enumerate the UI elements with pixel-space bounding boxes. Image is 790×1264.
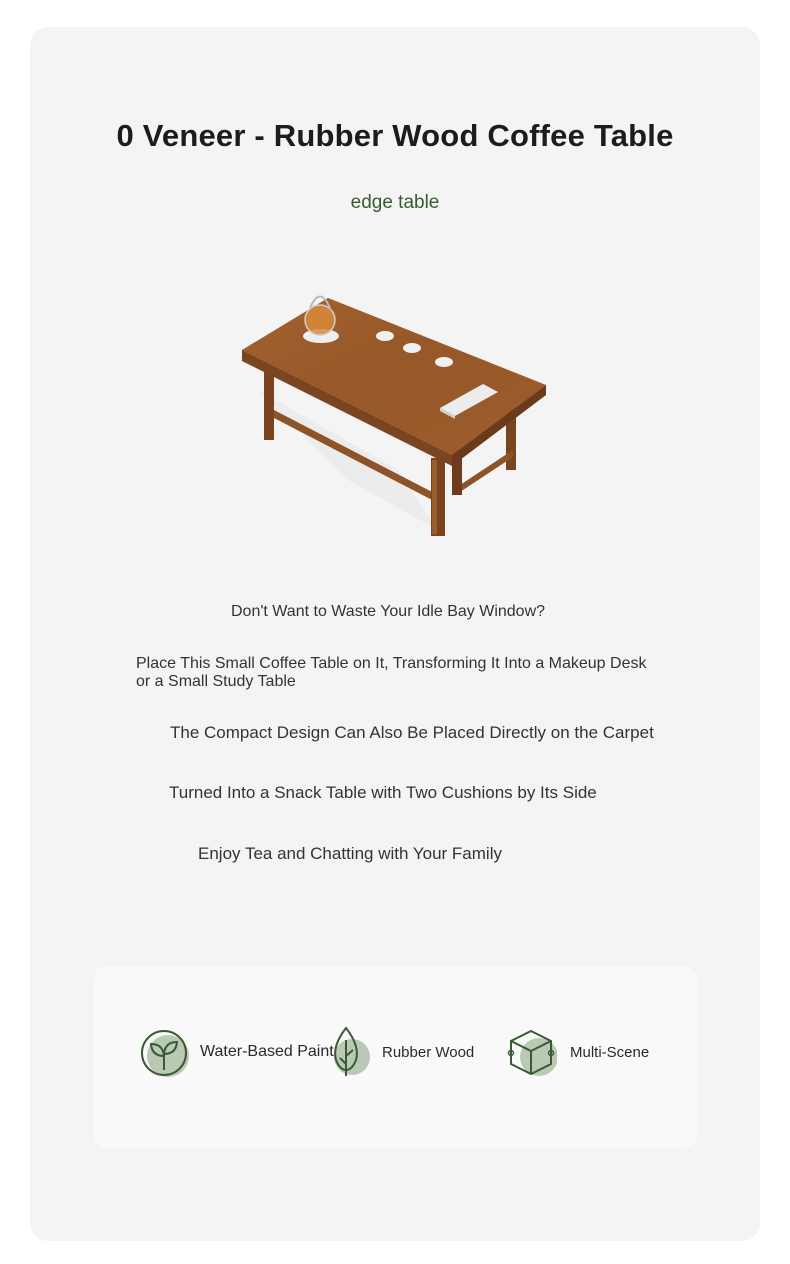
feature-label: Rubber Wood [382, 1043, 475, 1061]
box-icon [505, 1026, 557, 1078]
coffee-table-image [228, 280, 558, 550]
product-subtitle: edge table [350, 192, 440, 213]
description-line-2: Place This Small Coffee Table on It, Transforming It Into a Makeup Desk [136, 655, 647, 672]
feature-label: Multi-Scene [570, 1043, 650, 1061]
description-line-3: or a Small Study Table [136, 673, 296, 690]
feature-multi-scene [505, 1026, 649, 1078]
product-title: 0 Veneer - Rubber Wood Coffee Table [116, 118, 674, 153]
description-line-1: Don't Want to Waste Your Idle Bay Window? [231, 603, 546, 620]
description-line-6: Enjoy Tea and Chatting with Your Family [198, 844, 502, 863]
description-line-4: The Compact Design Can Also Be Placed Directly on the Carpet [170, 723, 654, 742]
sprout-icon [138, 1026, 190, 1078]
feature-label: Water-Based Paint [200, 1043, 334, 1060]
feature-water-based-paint [138, 1026, 334, 1078]
feature-rubber-wood [328, 1026, 474, 1078]
description-line-5: Turned Into a Snack Table with Two Cushions by Its Side [169, 783, 597, 802]
tree-icon [328, 1026, 380, 1078]
